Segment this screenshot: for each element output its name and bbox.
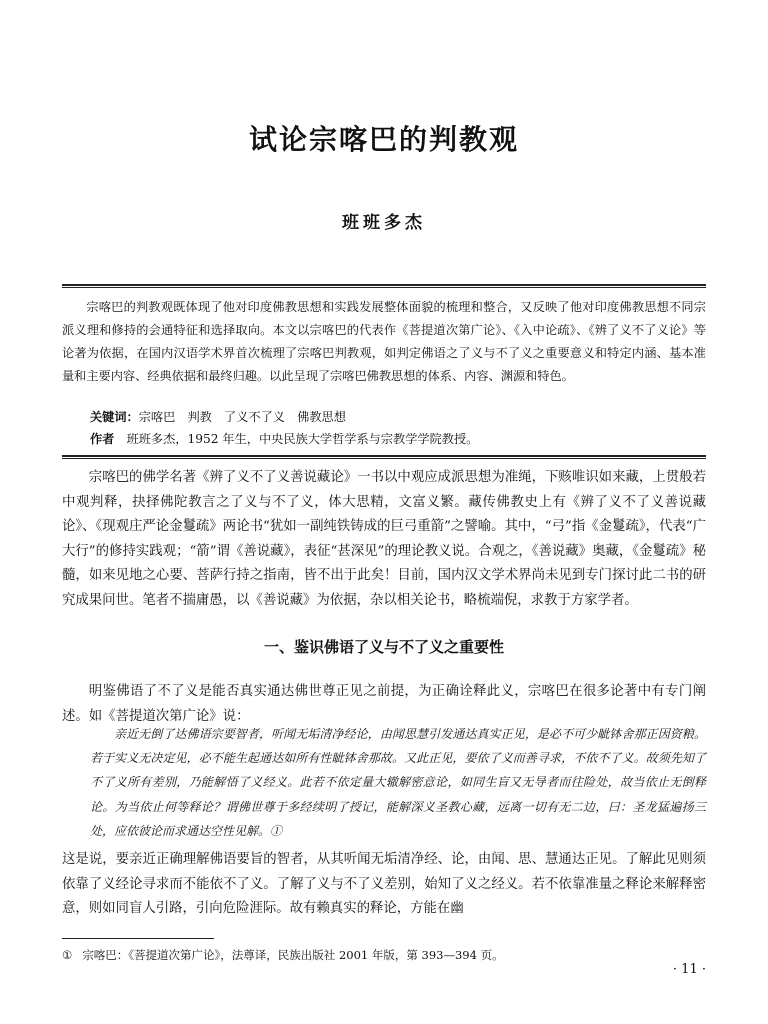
article-title: 试论宗喀巴的判教观 [248, 123, 519, 156]
intro-section [62, 466, 706, 614]
abstract [62, 296, 706, 388]
author-note-text: 班班多杰，1952 年生，中央民族大学哲学系与宗教学学院教授。 [126, 432, 479, 446]
quote-text: 亲近无倒了达佛语宗要智者，听闻无垢清净经论，由闻思慧引发通达真实正见，是必不可少眦钵舍那正因资粮。若于实义无决定见，必不能生起通达如所有性眦钵舍那故。又此正见，要依了义而善寻求，不依不了义。故须先知了不了义所有差别，乃能解悟了义经义。此若不依定量大辙解密意论，如同生盲又无导者而往险处，故当依止无倒释论。为当依止何等释论？谓佛世尊于多经续明了授记，能解深义圣教心藏，远离一切有无二边，曰：圣龙猛遍扬三处，应依彼论而求通达空性见解。① [90, 727, 706, 838]
conclusion-section [62, 848, 706, 922]
author-note-label: 作者 [90, 432, 115, 446]
block-quote [90, 722, 706, 843]
footnote-rule [62, 938, 214, 939]
abstract-bottom-rule [62, 455, 706, 459]
footnote-mark: ① [62, 948, 73, 962]
page-number: · 11 · [672, 962, 706, 977]
abstract-top-rule [62, 284, 706, 288]
footnote [62, 946, 706, 964]
intro-paragraph: 宗喀巴的佛学名著《辨了义不了义善说藏论》一书以中观应成派思想为准绳，下赅唯识如来藏，上贯般若中观判释，抉择佛陀教言之了义与不了义，体大思精，文富义繁。藏传佛教史上有《辨了义不了义善说藏论》、《现观庄严论金鬘疏》两论书“犹如一副纯铁铸成的巨弓重箭”之譬喻。其中，“弓”指《金鬘疏》，代表“广大行”的修持实践观；“箭”谓《善说藏》，表征“甚深见”的理论教义说。合观之，《善说藏》奥藏，《金鬘疏》秘髓，如来见地之心要、菩萨行持之指南，皆不出于此矣！目前，国内汉文学术界尚未见到专门探讨此二书的研究成果问世。笔者不揣庸愚，以《善说藏》为依据，杂以相关论书，略梳端倪，求教于方家学者。 [62, 470, 706, 608]
article-author: 班班多杰 [342, 213, 426, 233]
abstract-text: 宗喀巴的判教观既体现了他对印度佛教思想和实践发展整体面貌的梳理和整合，又反映了他对印度佛教思想不同宗派义理和修持的会通特征和选择取向。本文以宗喀巴的代表作《菩提道次第广论》、《入中论疏》、《辨了义不了义论》等论著为依据，在国内汉语学术界首次梳理了宗喀巴判教观，如判定佛语之了义与不了义之重要意义和特定内涵、基本准量和主要内容、经典依据和最终归趣。以此呈现了宗喀巴佛教思想的体系、内容、渊源和特色。 [62, 300, 706, 383]
section-heading: 一、鉴识佛语了义与不了义之重要性 [263, 638, 504, 656]
conclusion-paragraph: 这是说，要亲近正确理解佛语要旨的智者，从其听闻无垢清净经、论，由闻、思、慧通达正见。了解此见则须依靠了义经论寻求而不能依不了义。了解了义与不了义差别，始知了义之经义。若不依靠准量之释论来解释密意，则如同盲人引路，引向危险涯际。故有赖真实的释论，方能在幽 [62, 852, 706, 917]
keywords-text: 宗喀巴 判教 了义不了义 佛教思想 [138, 410, 346, 424]
section-paragraph: 明鉴佛语了不了义是能否真实通达佛世尊正见之前提，为正确诠释此义，宗喀巴在很多论著中有专门阐述。如《菩提道次第广论》说： [62, 684, 706, 724]
footnote-text: 宗喀巴：《菩提道次第广论》，法尊译，民族出版社 2001 年版，第 393—394 页。 [82, 948, 504, 962]
author-note [90, 428, 478, 450]
keywords-label: 关键词： [90, 410, 139, 424]
keywords [90, 406, 346, 428]
